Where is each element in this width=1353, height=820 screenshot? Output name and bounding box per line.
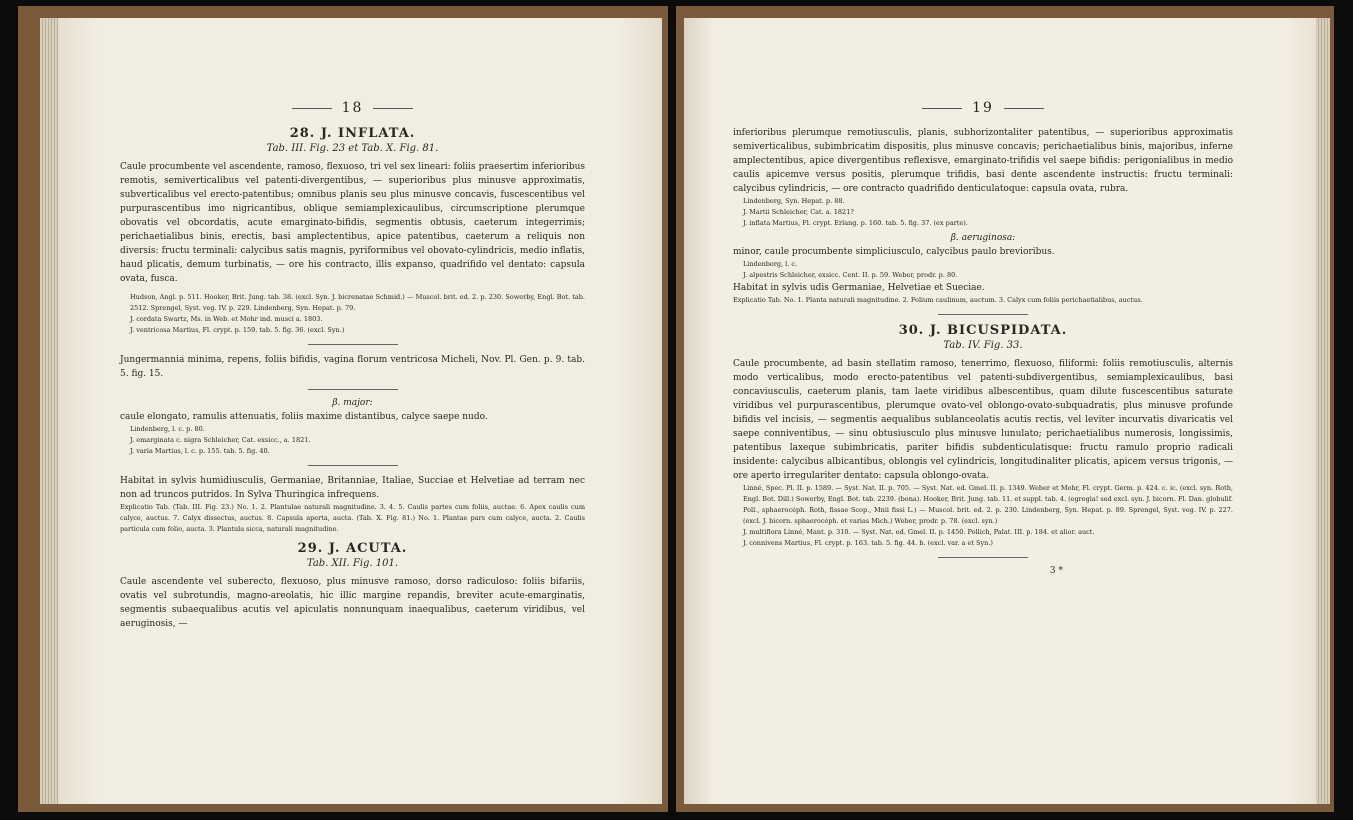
variety-beta-heading: β. aeruginosa:: [950, 233, 1016, 243]
reference: J. emarginata c. nigra Schleicher, Cat. exsicc., a. 1821.: [130, 436, 311, 444]
divider: [308, 389, 398, 390]
divider: [938, 557, 1028, 558]
reference: J. alpestris Schleicher, exsicc. Cent. II. p. 59. Weber, prodr. p. 80.: [743, 271, 958, 279]
section-29-heading: 29. J. ACUTA.: [297, 541, 408, 556]
page-number-right: 19: [733, 100, 1233, 116]
section-29-refs: [733, 196, 1233, 229]
variety-beta-text: minor, caule procumbente simpliciusculo, calycibus paulo brevioribus.: [733, 247, 1055, 257]
reference: Linné, Spec. Pl. II. p. 1589. — Syst. Nat. II. p. 705. — Syst. Nat. ed. Gmel. II. p. 1349. Weber et Mohr, Fl. crypt. Germ. p. 424. c. ic. (excl. syn. Roth, Engl. Bot. Dill.) Sowerby, Engl. Bot. tab. 2239. (bona). Hooker, Brit. Jung. tab. 11. et suppl. tab. 4. (egregia! sed excl. syn. J. bicorn. Fl. Dan. globulif. Poll., sphaerocéph. Roth, fissae Scop., Mnii fissi L.) — Muscol. brit. ed. 2. p. 230. Lindenberg, Syn. Hepat. p. 89. Sprengel, Syst. veg. IV. p. 227. (excl. J. bicorn. sphaerocéph. et varias Mich.) Weber, prodr. p. 78. (excl. syn.): [743, 484, 1233, 525]
left-page-content: [120, 100, 585, 631]
section-30-refs: [733, 483, 1233, 549]
reference: Hudson, Angl. p. 511. Hooker, Brit. Jung. tab. 38. (excl. Syn. J. bicrenatae Schmid.) — Muscol. brit. ed. 2. p. 230. Sowerby, Engl. Bot. tab. 2512. Sprengel, Syst. veg. IV. p. 229. Lindenberg, Syn. Hepat. p. 79.: [130, 293, 585, 312]
divider: [308, 344, 398, 345]
section-28-heading: 28. J. INFLATA.: [289, 126, 416, 141]
habitat-text: Habitat in sylvis humidiusculis, Germaniae, Britanniae, Italiae, Succiae et Helvetiae ad terram nec non ad truncos putridos. In Sylva Thuringica infrequens.: [120, 476, 585, 500]
reference: J. ventricosa Martius, Fl. crypt. p. 159. tab. 5. fig. 36. (excl. Syn.): [130, 326, 345, 334]
divider: [938, 314, 1028, 315]
variety-beta-text: caule elongato, ramulis attenuatis, foliis maxime distantibus, calyce saepe nudo.: [120, 412, 488, 422]
section-29-continuation: inferioribus plerumque remotiusculis, planis, subhorizontaliter patentibus, — superioribus approximatis semiverticalibus, subimbricatim dispositis, plus minusve concavis; perichaetialibus binis, majoribus, inferne amplectentibus, apice divergentibus reflexisve, emarginato-trifidis vel saepe bifidis: perigonialibus in medio caulis apicemve versus positis, plerumque trifidis, basi dente ascendente instructis: fructu terminali: calycibus cylindricis, — ore contracto quadrifido denticulatoque: capsula ovata, rubra.: [733, 128, 1233, 194]
section-30-tab-ref: Tab. IV. Fig. 33.: [943, 340, 1023, 351]
habitat-text: Habitat in sylvis udis Germaniae, Helvetiae et Sueciae.: [733, 283, 985, 293]
section-30-description: Caule procumbente, ad basin stellatim ramoso, tenerrimo, flexuoso, filiformi: foliis remotiusculis, alternis modo verticalibus, modo erecto-patentibus vel patenti-subdivergentibus, semiamplexicaulibus, basi concaviusculis, caeterum planis, tam laete viridibus albescentibus, quam dilute fuscescentibus saturate viridibus vel purpurascentibus, plerumque ovato-vel oblongo-ovato-subquadratis, plus minusve profunde bifidis vel incisis, — segmentis aequalibus sublanceolatis acutis rectis, vel leviter incurvatis divaricatis vel saepe conniventibus, — sinu obtusiusculo plus minusve lunulato; perichaetialibus numerosis, longissimis, patentibus laxeque subimbricatis, pariter bifidis subdenticulatisque: fructu ramulo proprio radicali insidente: calycibus albicantibus, oblongis vel cylindricis, longitudinaliter plicatis, apicem versus trigonis, — ore aperto irregulariter dentato: capsula oblongo-ovata.: [733, 359, 1233, 481]
page-edges-left: [40, 18, 58, 804]
divider: [308, 465, 398, 466]
section-29-description: Caule ascendente vel suberecto, flexuoso, plus minusve ramoso, dorso radiculoso: foliis bifariis, ovatis vel subrotundis, magno-areolatis, hic illic margine repandis, breviter acute-emarginatis, segmentis subaequalibus acutis vel apiculatis nonnunquam inaequalibus, caeterum viridibus, vel aeruginosis, —: [120, 577, 585, 629]
section-28-description: Caule procumbente vel ascendente, ramoso, flexuoso, tri vel sex lineari: foliis praesertim inferioribus remotis, semiverticalibus vel patenti-divergentibus, — superioribus plus minusve approximatis, subverticalibus vel erecto-patentibus; omnibus planis seu plus minusve concavis, fuscescentibus vel purpurascentibus imo nigricantibus, oblique semiamplexicaulibus, circumscriptione plerumque obovatis vel obcordatis, acute emarginato-bifidis, segmentis obtusis, caeterum integerrimis; perichaetialibus binis, erectis, basi amplectentibus, apice patentibus, caeterum a reliquis non diversis: fructu terminali: calycibus satis magnis, pyriformibus vel obovato-cylindricis, medio inflatis, haud plicatis, demum turbinatis, — ore his contracto, illis expanso, quadrifido vel dentato: capsula ovata, fusca.: [120, 162, 585, 284]
reference: J. inflata Martius, Fl. crypt. Erlang. p. 160. tab. 5. fig. 37. (ex parte).: [743, 219, 968, 227]
explicatio-text: Explicatio Tab. No. 1. Planta naturali magnitudine. 2. Folium caulinum, auctum. 3. Calyx cum foliis perichaetialibus, auctus.: [733, 296, 1143, 304]
right-page-content: [733, 100, 1233, 576]
reference: Lindenberg, Syn. Hepat. p. 88.: [743, 197, 845, 205]
section-30-heading: 30. J. BICUSPIDATA.: [898, 323, 1068, 338]
reference: J. Martii Schleicher, Cat. a. 1821?: [743, 208, 854, 216]
section-28-refs: [120, 292, 585, 336]
micheli-citation: Jungermannia minima, repens, foliis bifidis, vagina florum ventricosa Micheli, Nov. Pl. Gen. p. 9. tab. 5. fig. 15.: [120, 355, 585, 379]
reference: J. cordata Swartz, Ms. in Web. et Mohr ind. musci a. 1803.: [130, 315, 323, 323]
reference: J. connivens Martius, Fl. crypt. p. 163. tab. 5. fig. 44. b. (excl. var. a et Syn.): [743, 539, 993, 547]
reference: J. multiflora Linné, Mant. p. 310. — Syst. Nat. ed. Gmel. II. p. 1450. Pollich, Palat. III. p. 184. et alior. auct.: [743, 528, 1095, 536]
variety-beta-refs: [733, 259, 1233, 281]
signature-mark: 3 *: [1049, 566, 1063, 576]
explicatio-text: Explicatio Tab. (Tab. III. Fig. 23.) No. 1. 2. Plantulae naturali magnitudine. 3. 4. 5. Caulis partes cum foliis, auctae. 6. Apex caulis cum calyce, auctus. 7. Calyx dissectus, auctus. 8. Capsula aperta, aucta. (Tab. X. Fig. 81.) No. 1. Plantae pars cum calyce, aucta. 2. Caulis particula cum folio, aucta. 3. Plantula sicca, naturali magnitudine.: [120, 503, 585, 533]
reference: Lindenberg, l. c.: [743, 260, 798, 268]
reference: Lindenberg, l. c. p. 80.: [130, 425, 205, 433]
variety-beta-refs: [120, 424, 585, 457]
page-number-left: 18: [120, 100, 585, 116]
variety-beta-heading: β. major:: [332, 398, 373, 408]
section-28-tab-ref: Tab. III. Fig. 23 et Tab. X. Fig. 81.: [266, 143, 439, 154]
reference: J. varia Martius, l. c. p. 155. tab. 5. fig. 40.: [130, 447, 270, 455]
page-edges-right: [1316, 18, 1330, 804]
section-29-tab-ref: Tab. XII. Fig. 101.: [306, 558, 399, 569]
